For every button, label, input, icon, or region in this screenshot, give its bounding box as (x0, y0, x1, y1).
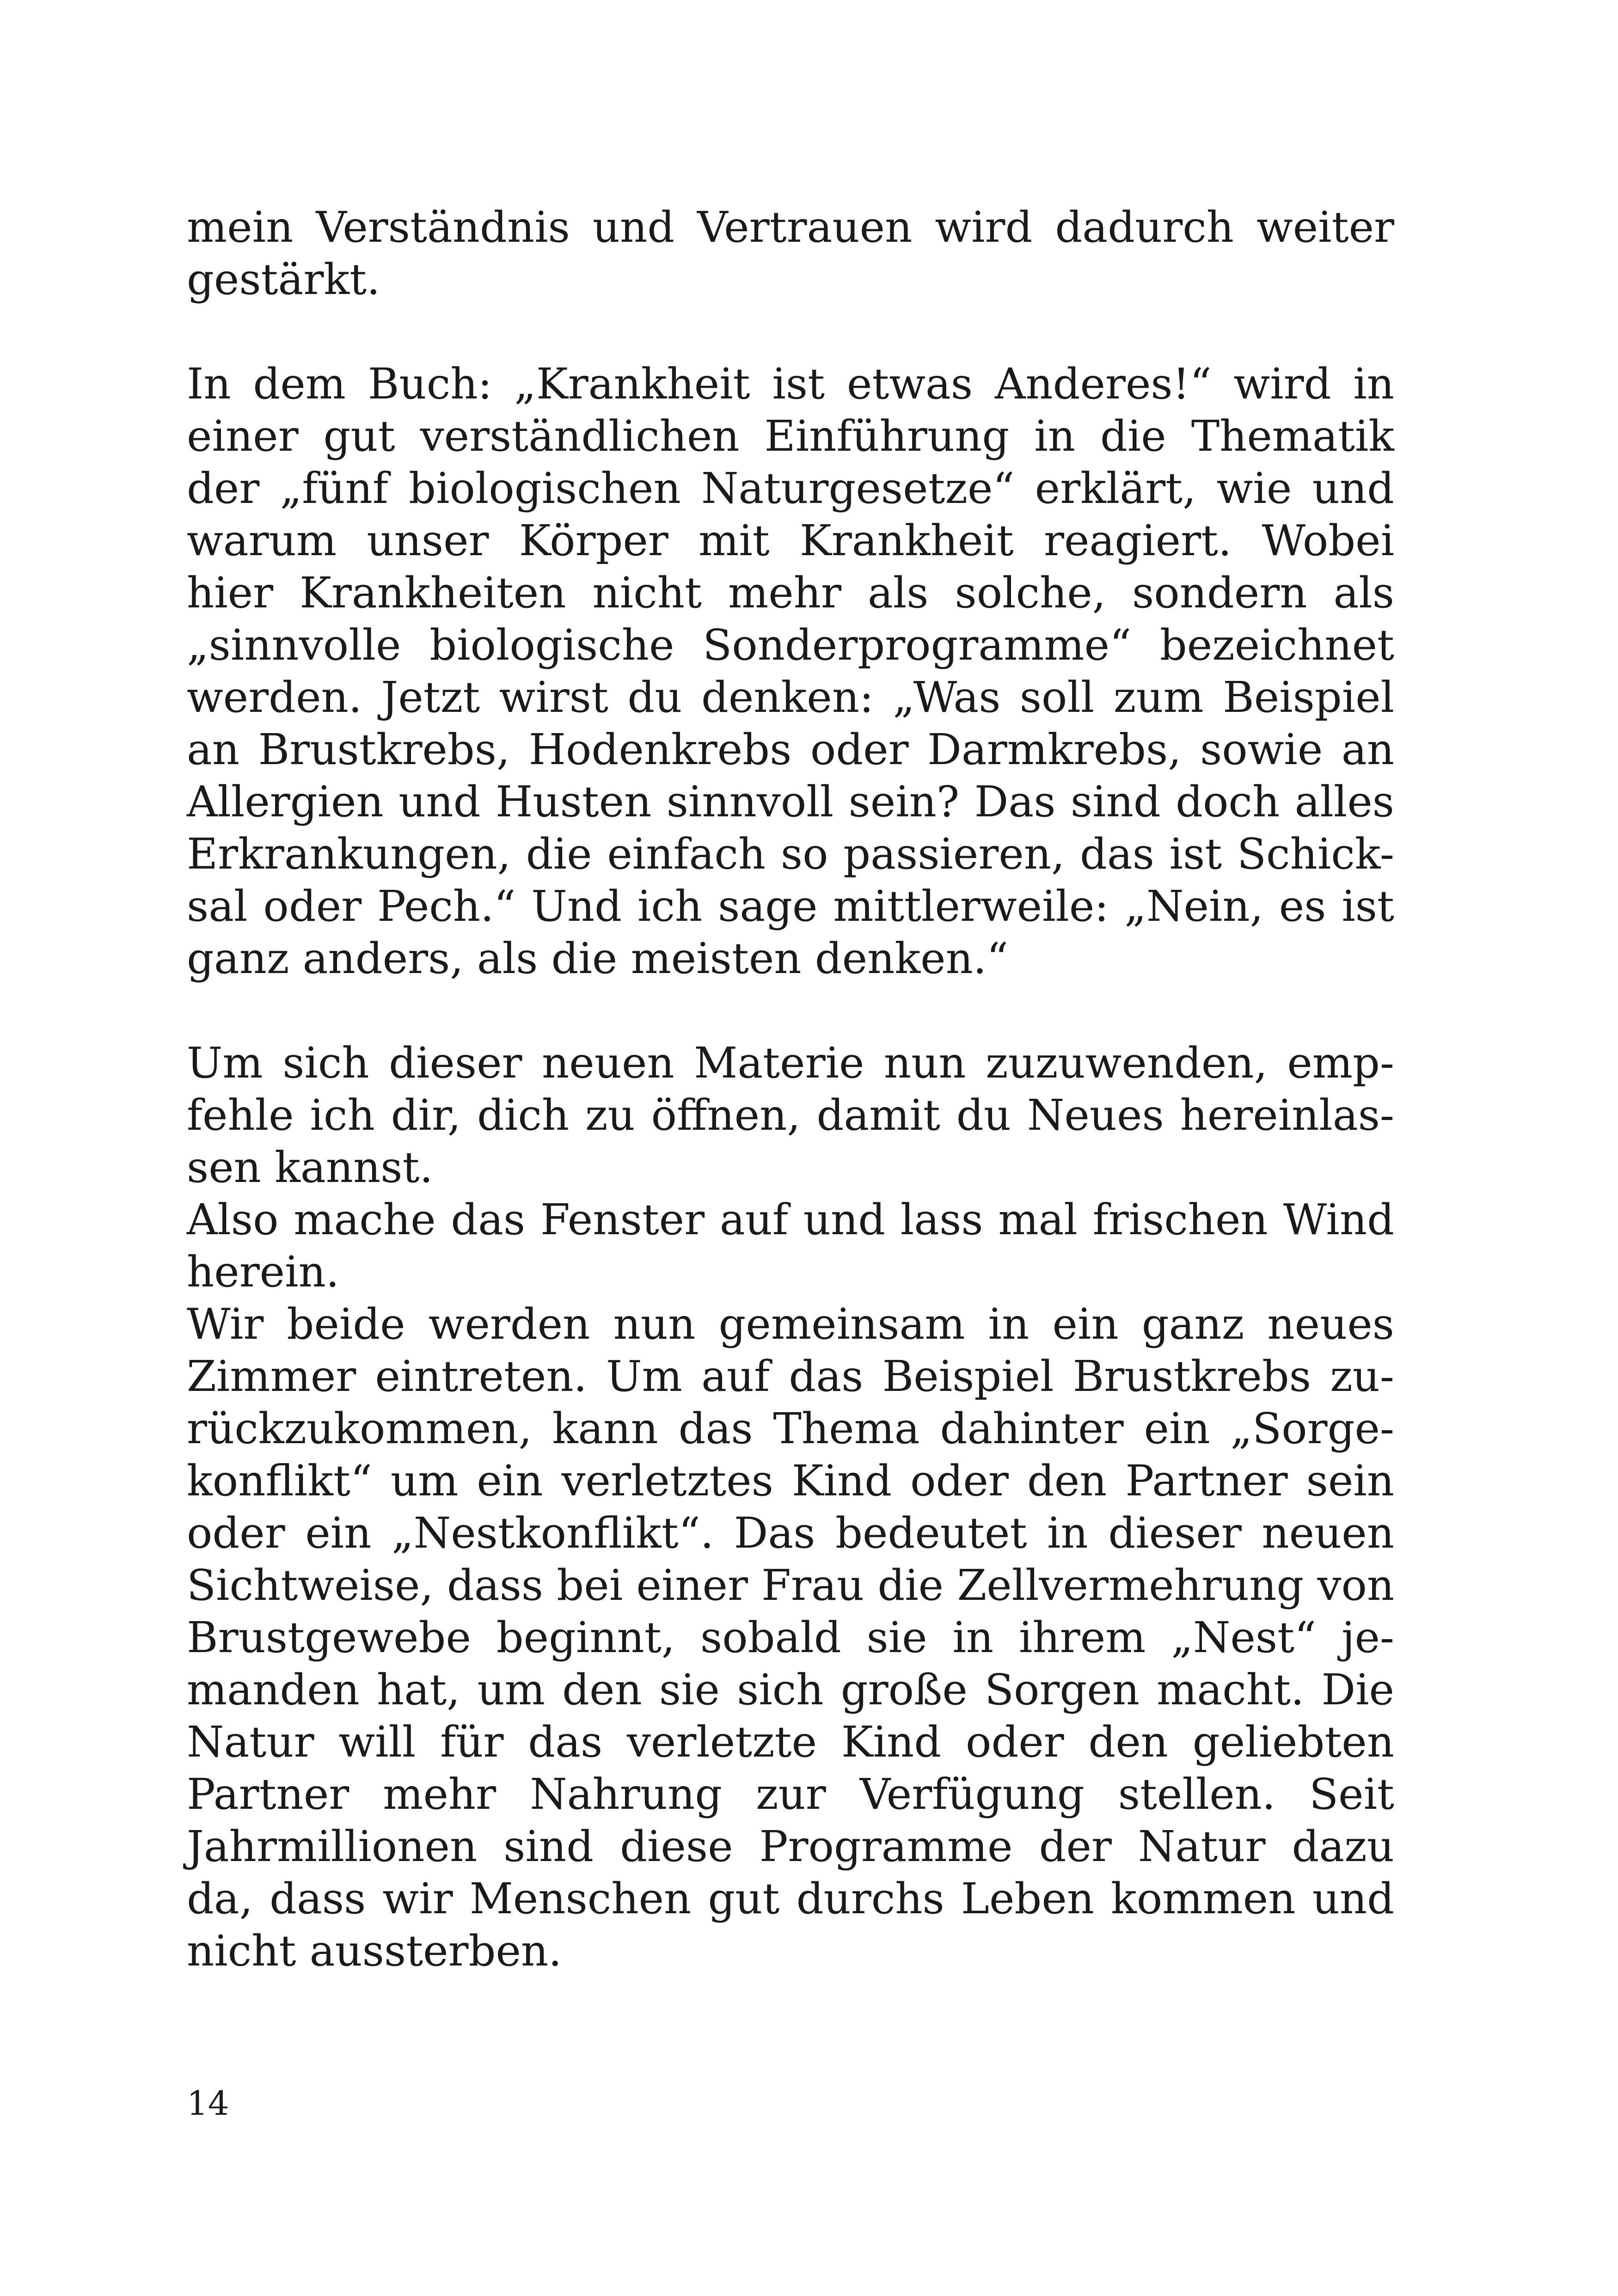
text-line: Brustgewebe beginnt, sobald sie in ihrem „Nest“ je- (187, 1613, 1394, 1662)
paragraph-3 (187, 1037, 1394, 1194)
paragraph-2 (187, 358, 1394, 985)
text-line: In dem Buch: „Krankheit ist etwas Anderes!“ wird in (187, 359, 1394, 409)
text-line: an Brustkrebs, Hodenkrebs oder Darmkrebs, sowie an (187, 725, 1394, 774)
text-line: oder ein „Nestkonflikt“. Das bedeutet in dieser neuen (187, 1508, 1394, 1558)
text-line: rückzukommen, kann das Thema dahinter ein „Sorge- (187, 1404, 1394, 1453)
text-line: werden. Jetzt wirst du denken: „Was soll zum Beispiel (187, 673, 1394, 722)
page-number: 14 (187, 2084, 229, 2123)
paragraph-1 (187, 201, 1394, 306)
paragraph-gap (187, 985, 1394, 1037)
text-line: ganz anders, als die meisten denken.“ (187, 934, 1009, 983)
paragraph-5 (187, 1298, 1394, 1977)
text-line: Erkrankungen, die einfach so passieren, das ist Schick- (187, 829, 1394, 879)
text-line: Um sich dieser neuen Materie nun zuzuwenden, emp- (187, 1038, 1394, 1088)
text-line: warum unser Körper mit Krankheit reagiert. Wobei (187, 516, 1394, 565)
text-line: Also mache das Fenster auf und lass mal frischen Wind (187, 1195, 1394, 1244)
text-line: Zimmer eintreten. Um auf das Beispiel Brustkrebs zu- (187, 1352, 1394, 1401)
text-line: herein. (187, 1247, 340, 1297)
text-line: Sichtweise, dass bei einer Frau die Zellvermehrung von (187, 1561, 1395, 1610)
text-line: der „fünf biologischen Naturgesetze“ erklärt, wie und (187, 464, 1394, 513)
text-line: Natur will für das verletzte Kind oder den geliebten (187, 1717, 1394, 1767)
text-line: gestärkt. (187, 255, 380, 304)
text-line: Jahrmillionen sind diese Programme der Natur dazu (187, 1822, 1394, 1871)
text-line: Partner mehr Nahrung zur Verfügung stellen. Seit (187, 1769, 1394, 1819)
body-text (187, 201, 1394, 1977)
text-line: sen kannst. (187, 1143, 433, 1192)
paragraph-4 (187, 1194, 1394, 1298)
text-line: fehle ich dir, dich zu öffnen, damit du Neues hereinlas- (187, 1090, 1394, 1140)
text-line: manden hat, um den sie sich große Sorgen macht. Die (187, 1665, 1394, 1714)
text-line: nicht aussterben. (187, 1926, 562, 1976)
text-line: Allergien und Husten sinnvoll sein? Das sind doch alles (187, 777, 1394, 827)
text-line: da, dass wir Menschen gut durchs Leben kommen und (187, 1874, 1394, 1923)
text-line: konflikt“ um ein verletztes Kind oder den Partner sein (187, 1456, 1394, 1506)
text-line: sal oder Pech.“ Und ich sage mittlerweile: „Nein, es ist (187, 882, 1394, 931)
text-line: „sinnvolle biologische Sonderprogramme“ bezeichnet (187, 620, 1394, 670)
text-line: mein Verständnis und Vertrauen wird dadurch weiter (187, 202, 1394, 252)
text-line: hier Krankheiten nicht mehr als solche, sondern als (187, 568, 1394, 618)
text-line: einer gut verständlichen Einführung in die Thematik (187, 411, 1394, 461)
text-line: Wir beide werden nun gemeinsam in ein ganz neues (187, 1299, 1394, 1349)
paragraph-gap (187, 306, 1394, 358)
